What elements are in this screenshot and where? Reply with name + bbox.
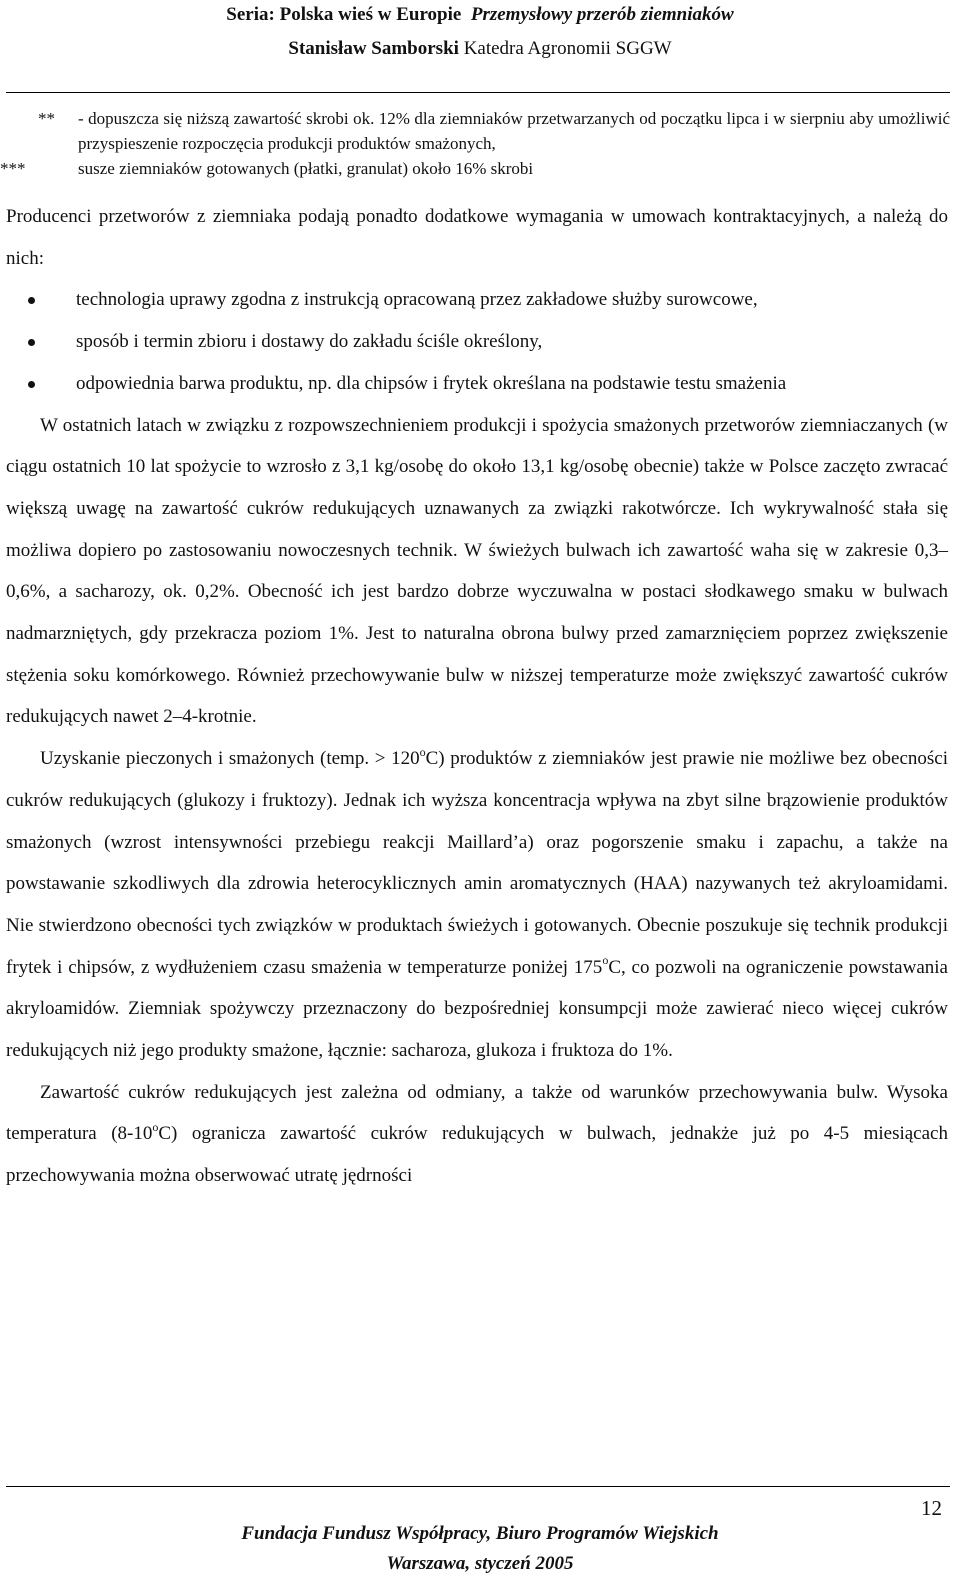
degree-superscript: o <box>602 953 609 968</box>
bullet-icon <box>28 339 35 346</box>
footnote <box>0 156 950 181</box>
footer-publisher: Fundacja Fundusz Współpracy, Biuro Programów Wiejskich <box>241 1523 719 1544</box>
page-number: 12 <box>921 1496 942 1520</box>
footnote-text: susze ziemniaków gotowanych (płatki, granulat) około 16% skrobi <box>78 159 534 178</box>
degree-superscript: o <box>419 744 426 759</box>
footer-place-date: Warszawa, styczeń 2005 <box>386 1553 574 1574</box>
series-header <box>0 4 960 26</box>
requirements-list <box>6 279 948 404</box>
paragraph-part: C, co pozwoli na ograniczenie powstawania akryloamidów. Ziemniak spożywczy przeznaczony do bezpośredniej konsumpcji może zawierać nieco więcej cukrów redukujących niż jego produkty smażone, łącznie: sacharoza, glukoza i fruktoza do 1%. <box>6 956 948 1062</box>
footnote-mark: ** <box>38 109 55 128</box>
list-item-text: odpowiednia barwa produktu, np. dla chipsów i frytek określana na podstawie testu smażenia <box>76 372 787 394</box>
list-item-text: sposób i termin zbioru i dostawy do zakładu ściśle określony, <box>76 331 543 353</box>
degree-superscript: o <box>152 1120 159 1135</box>
paragraph-part: Uzyskanie pieczonych i smażonych (temp. > 120 <box>40 748 420 770</box>
paragraph-part: Zawartość cukrów redukujących jest zależna od odmiany, a także od warunków przechowywania bulw. Wysoka temperatura (8-10 <box>6 1081 948 1145</box>
paragraph-part: C) ogranicza zawartość cukrów redukujących w bulwach, jednakże już po 4-5 miesiącach przechowywania można obserwować utratę jędrności <box>6 1123 948 1187</box>
list-item <box>6 279 948 321</box>
footnote-text: - dopuszcza się niższą zawartość skrobi ok. 12% dla ziemniaków przetwarzanych od początku lipca i w sierpniu aby umożliwić przyspieszenie rozpoczęcia produkcji produktów smażonych, <box>78 109 950 153</box>
footnote <box>38 106 950 156</box>
paragraph: W ostatnich latach w związku z rozpowszechnieniem produkcji i spożycia smażonych przetworów ziemniaczanych (w ciągu ostatnich 10 lat spożycie to wzrosło z 3,1 kg/osobę do około 13,1 kg/osobę obecnie) także w Polsce zaczęto zwracać większą uwagę na zawartość cukrów redukujących uznawanych za związki rakotwórcze. Ich wykrywalność stała się możliwa dopiero po zastosowaniu nowoczesnych technik. W świeżych bulwach ich zawartość waha się w zakresie 0,3–0,6%, a sacharozy, ok. 0,2%. Obecność ich jest bardzo dobrze wyczuwalna w postaci słodkawego smaku w bulwach nadmarzniętych, gdy przekracza poziom 1%. Jest to naturalna obrona bulwy przed zamarznięciem poprzez zwiększenie stężenia soku komórkowego. Również przechowywanie bulw w niższej temperaturze może zwiększyć zawartość cukrów redukujących nawet 2–4-krotnie. <box>6 414 948 728</box>
bullet-icon <box>28 381 35 388</box>
author-name: Stanisław Samborski <box>288 38 459 59</box>
footer-divider <box>6 1486 950 1487</box>
paragraph: Producenci przetworów z ziemniaka podają ponadto dodatkowe wymagania w umowach kontraktacyjnych, a należą do nich: <box>6 206 948 269</box>
footnotes <box>0 106 950 181</box>
bullet-icon <box>28 297 35 304</box>
author-header <box>0 38 960 60</box>
list-item <box>6 363 948 405</box>
series-title: Przemysłowy przerób ziemniaków <box>470 4 734 25</box>
list-item-text: technologia uprawy zgodna z instrukcją opracowaną przez zakładowe służby surowcowe, <box>76 289 758 311</box>
footnote-mark: *** <box>0 159 26 178</box>
list-item <box>6 321 948 363</box>
series-label: Seria: Polska wieś w Europie <box>226 4 462 25</box>
article-body <box>6 196 948 1197</box>
paragraph-part: C) produktów z ziemniaków jest prawie nie możliwe bez obecności cukrów redukujących (glukozy i fruktozy). Jednak ich wyższa koncentracja wpływa na zbyt silne brązowienie produktów smażonych (wzrost intensywności przebiegu reakcji Maillard’a) oraz pogorszenie smaku i zapachu, a także na powstawanie szkodliwych dla zdrowia heterocyklicznych amin aromatycznych (HAA) nazywanych też akryloamidami. Nie stwierdzono obecności tych związków w produktach świeżych i gotowanych. Obecnie poszukuje się technik produkcji frytek i chipsów, z wydłużeniem czasu smażenia w temperaturze poniżej 175 <box>6 748 948 978</box>
header-divider <box>6 92 950 93</box>
paragraph <box>6 1072 948 1197</box>
author-affiliation: Katedra Agronomii SGGW <box>463 38 672 59</box>
paragraph <box>6 738 948 1072</box>
